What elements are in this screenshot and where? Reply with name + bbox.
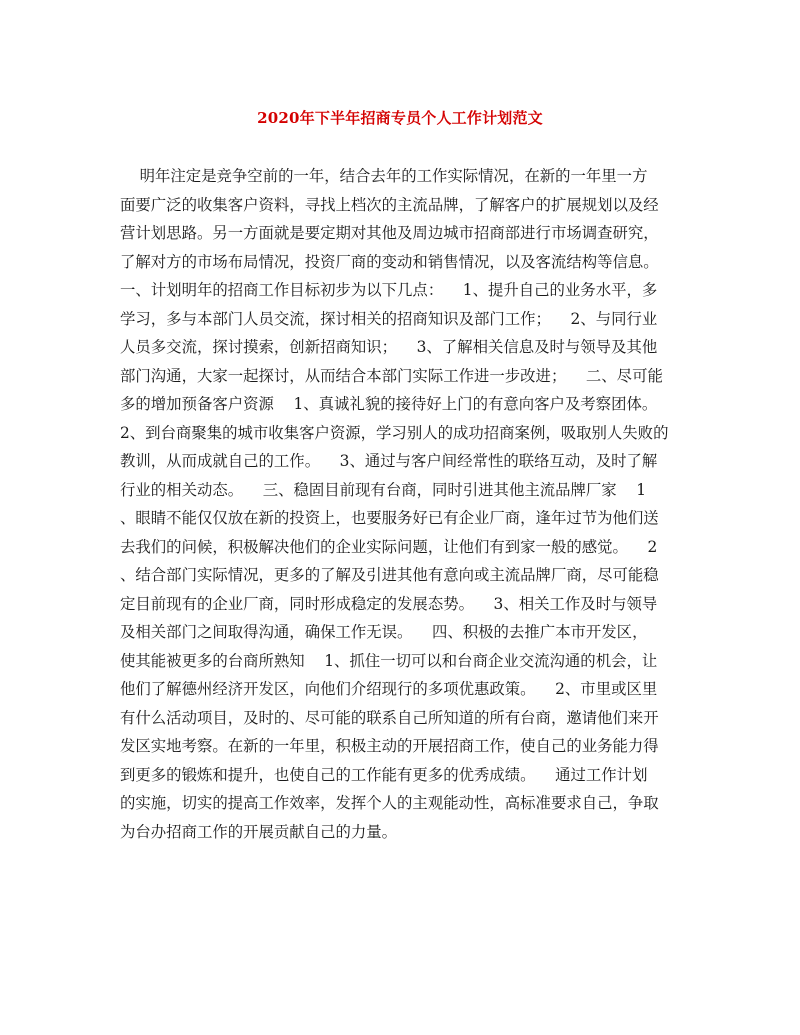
body-line: 多的增加预备客户资源 1、真诚礼貌的接待好上门的有意向客户及考察团体。 [120, 395, 658, 413]
body-line: 、结合部门实际情况，更多的了解及引进其他有意向或主流品牌厂商，尽可能稳 [120, 566, 659, 584]
body-line: 面要广泛的收集客户资料，寻找上档次的主流品牌，了解客户的扩展规划以及经 [120, 195, 659, 214]
body-line: 一、计划明年的招商工作目标初步为以下几点： 1、提升自己的业务水平，多 [120, 281, 658, 299]
body-line: 人员多交流，探讨摸索，创新招商知识； 3、了解相关信息及时与领导及其他 [120, 338, 658, 356]
body-line: 2、到台商聚集的城市收集客户资源，学习别人的成功招商案例，吸取别人失败的 [120, 423, 669, 442]
body-line: 为台办招商工作的开展贡献自己的力量。 [120, 822, 398, 841]
body-line: 去我们的问候，积极解决他们的企业实际问题，让他们有到家一般的感觉。 2 [120, 537, 658, 556]
body-line: 及相关部门之间取得沟通，确保工作无误。 四、积极的去推广本市开发区， [120, 623, 648, 641]
body-line: 定目前现有的企业厂商，同时形成稳定的发展态势。 3、相关工作及时与领导 [120, 594, 658, 613]
body-line: 明年注定是竞争空前的一年，结合去年的工作实际情况，在新的一年里一方 [120, 167, 648, 185]
body-line: 发区实地考察。在新的一年里，积极主动的开展招商工作，使自己的业务能力得 [120, 737, 659, 755]
body-line: 到更多的锻炼和提升，也使自己的工作能有更多的优秀成绩。 通过工作计划 [120, 765, 648, 784]
body-line: 的实施，切实的提高工作效率，发挥个人的主观能动性，高标准要求自己，争取 [120, 794, 659, 812]
body-line: 了解对方的市场布局情况，投资厂商的变动和销售情况，以及客流结构等信息。 [120, 252, 659, 271]
body-line: 部门沟通，大家一起探讨，从而结合本部门实际工作进一步改进； 二、尽可能 [120, 366, 663, 385]
body-line: 有什么活动项目，及时的、尽可能的联系自己所知道的所有台商，邀请他们来开 [120, 708, 659, 727]
body-line: 营计划思路。另一方面就是要定期对其他及周边城市招商部进行市场调查研究， [120, 224, 659, 242]
document-title: 2020年下半年招商专员个人工作计划范文 [257, 109, 543, 127]
body-line: 他们了解德州经济开发区，向他们介绍现行的多项优惠政策。 2、市里或区里 [120, 680, 658, 698]
body-line: 教训，从而成就自己的工作。 3、通过与客户间经常性的联络互动，及时了解 [120, 452, 658, 470]
body-line: 行业的相关动态。 三、稳固目前现有台商，同时引进其他主流品牌厂家 1 [120, 480, 647, 499]
body-line: 学习，多与本部门人员交流，探讨相关的招商知识及部门工作； 2、与同行业 [120, 309, 658, 328]
body-line: 使其能被更多的台商所熟知 1、抓住一切可以和台商企业交流沟通的机会，让 [120, 651, 658, 670]
body-line: 、眼睛不能仅仅放在新的投资上，也要服务好已有企业厂商，逢年过节为他们送 [120, 509, 659, 527]
document-body [120, 162, 690, 846]
